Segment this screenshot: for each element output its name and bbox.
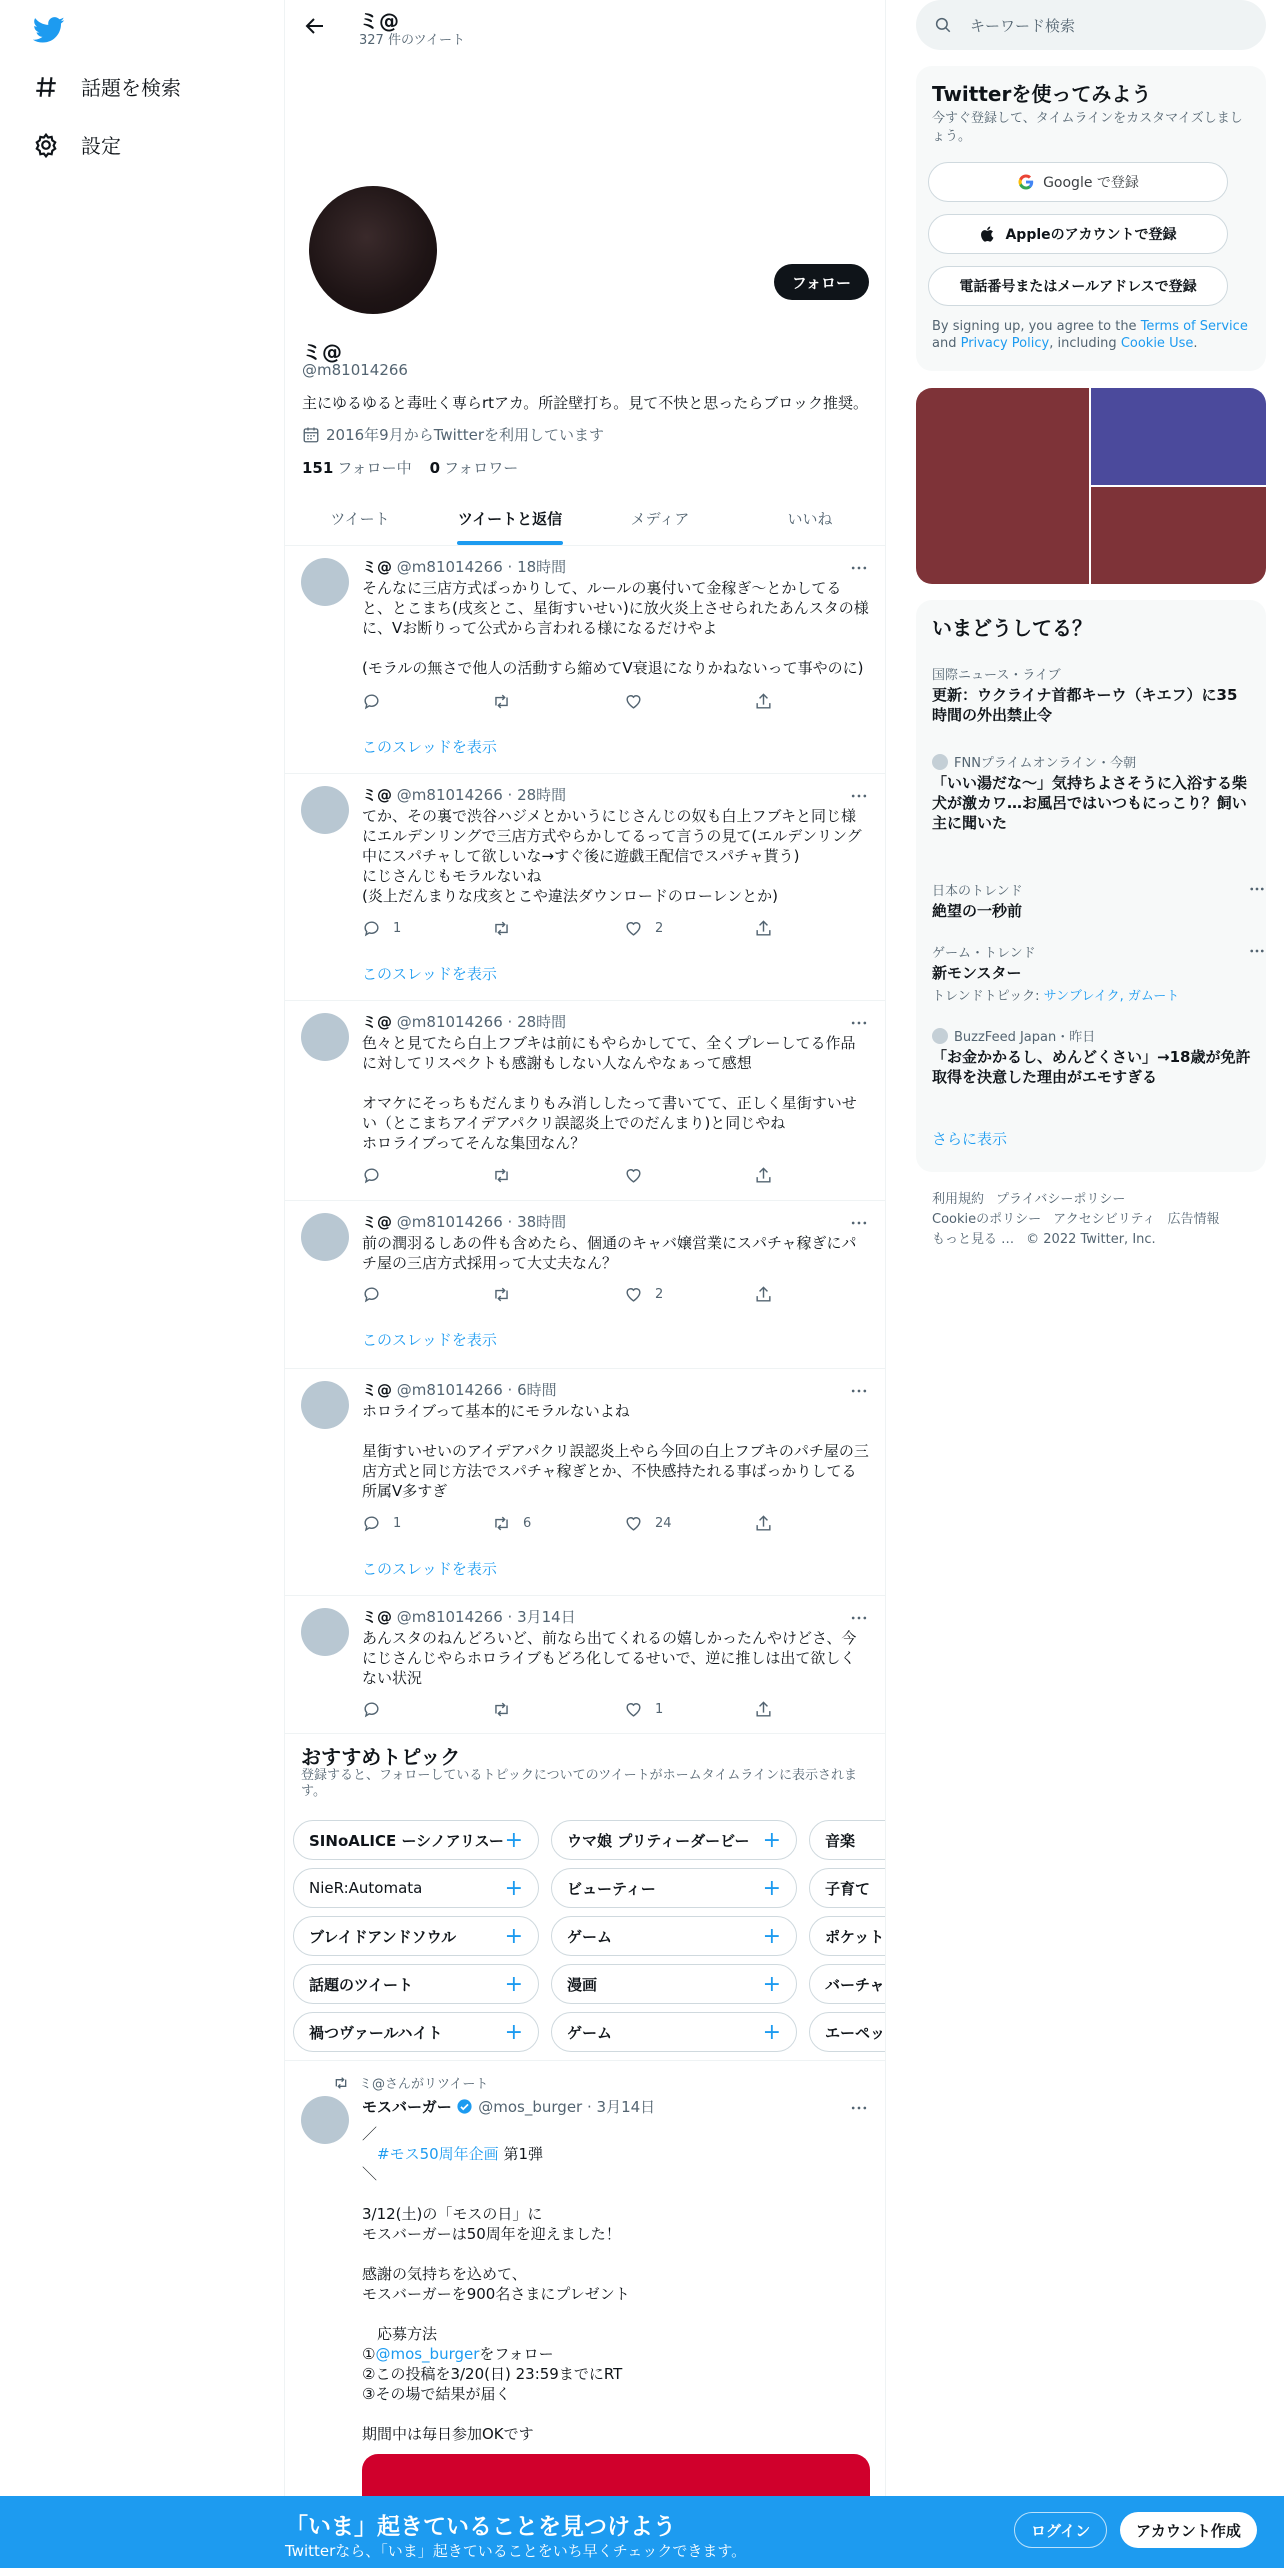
more-icon[interactable] [849, 1013, 869, 1033]
share-button[interactable] [754, 919, 773, 938]
topic-chip[interactable] [293, 1916, 539, 1956]
tweet-actions [362, 692, 802, 712]
trend-item[interactable] [932, 942, 1252, 1004]
apple-button-label: Appleのアカウントで登録 [1005, 227, 1177, 243]
signup-panel [916, 66, 1266, 371]
google-signup-button[interactable] [928, 162, 1228, 202]
topic-label: エーペッ [825, 2023, 886, 2042]
tab-tweets[interactable]: ツイート [330, 510, 390, 528]
tweet-text [362, 2124, 862, 2444]
topic-chip[interactable] [809, 1964, 886, 2004]
google-icon [1017, 173, 1035, 191]
follow-button[interactable]: フォロー [774, 264, 869, 300]
tweet-text: 色々と見てたら白上フブキは前にもやらかしてて、全くプレーしてる作品に対してリスペクトも感謝もしない人なんやなぁって感想 オマケにそっちもだんまりもみ消ししたって書いてて、正しく星街すいせい（とこまちアイデアパクリ誤認炎上でのだんまり)と同じやね ホロライブってそんな集団なん？ [362, 1034, 857, 1152]
share-button[interactable] [754, 692, 773, 711]
text-block: 3/12(土)の「モスの日」に モスバーガーは50周年を迎えました！ 感謝の気持ちを込めて、 モスバーガーを900名さまにプレゼント 応募方法 [362, 2205, 630, 2343]
topic-chip[interactable] [809, 1916, 886, 1956]
topic-label: NieR:Automata [309, 1879, 423, 1897]
retweet-count: 6 [523, 1516, 532, 1531]
share-icon [754, 1700, 773, 1719]
nav-explore-label: 話題を検索 [81, 76, 181, 100]
search-input[interactable] [916, 0, 1266, 50]
topic-chip[interactable] [293, 1868, 539, 1908]
share-icon [754, 692, 773, 711]
create-account-button[interactable]: アカウント作成 [1120, 2512, 1257, 2548]
trend-title: 「お金かかるし、めんどくさい」→18歳が免許取得を決意した理由がエモすぎる [932, 1048, 1251, 1086]
like-count: 2 [655, 921, 664, 936]
avatar[interactable] [301, 1213, 349, 1261]
like-button[interactable] [624, 919, 663, 938]
footer-link[interactable]: 利用規約 [932, 1192, 985, 1207]
trend-title: 新モンスター [932, 964, 1022, 982]
avatar[interactable] [301, 1381, 349, 1429]
tweet[interactable] [285, 546, 885, 774]
reply-icon [362, 1285, 381, 1304]
phone-button-label: 電話番号またはメールアドレスで登録 [959, 279, 1197, 295]
tweet-header: モスバーガー @mos_burger · 3月14日 [362, 2098, 656, 2116]
retweet-icon [492, 919, 511, 938]
retweet-label [333, 2073, 488, 2092]
text-line: ＼ [362, 2165, 378, 2183]
terms-text: , including [1049, 336, 1121, 351]
mention-link[interactable]: @mos_burger [375, 2345, 480, 2363]
text-line: ① [362, 2345, 376, 2363]
text-line: ／ [362, 2125, 378, 2143]
retweet-icon [492, 1285, 511, 1304]
avatar[interactable] [301, 786, 349, 834]
tweet-actions [362, 1514, 802, 1534]
tweet-header: ミ@ @m81014266 · 38時間 [362, 1213, 567, 1231]
tweet-header: ミ@ @m81014266 · 6時間 [362, 1381, 557, 1399]
terms-text: . [1193, 336, 1198, 351]
share-icon [754, 1166, 773, 1185]
tweet-time[interactable]: 18時間 [517, 558, 567, 576]
tab-tweets-replies[interactable]: ツイートと返信 [435, 492, 585, 545]
trend-meta-text: FNNプライムオンライン・今朝 [954, 756, 1137, 771]
hashtag-icon [33, 74, 59, 100]
profile-bio: 主にゆるゆると毒吐く専らrtアカ。所詮壁打ち。見て不快と思ったらブロック推奨。 [302, 394, 869, 412]
following-link[interactable] [302, 457, 412, 478]
tweet-header: ミ@ @m81014266 · 28時間 [362, 786, 567, 804]
retweet-button[interactable] [492, 1285, 523, 1304]
trend-meta: 日本のトレンド [932, 884, 1023, 899]
topic-chip[interactable] [809, 2012, 886, 2052]
nav-settings[interactable] [33, 130, 121, 159]
like-count: 1 [655, 1702, 664, 1717]
author-name: ミ@ [362, 786, 393, 804]
like-button[interactable] [624, 1514, 672, 1533]
tweet[interactable] [285, 1001, 885, 1201]
plus-icon: + [762, 1971, 781, 1997]
plus-icon: + [762, 1923, 781, 1949]
trend-title: 「いい湯だな～」気持ちよさそうに入浴する柴犬が激カワ…お風呂ではいつもにっこり？飼い主に聞いた [932, 774, 1248, 832]
joined-text: 2016年9月からTwitterを利用しています [326, 426, 604, 444]
tweet[interactable] [285, 774, 885, 1001]
reply-count: 1 [393, 1516, 402, 1531]
login-button[interactable]: ログイン [1014, 2512, 1107, 2548]
retweet-icon [333, 2075, 349, 2091]
trend-meta: ゲーム・トレンド [932, 946, 1036, 961]
author-name: ミ@ [362, 1608, 393, 1626]
retweet-icon [492, 1700, 511, 1719]
show-more-link[interactable]: さらに表示 [932, 1130, 1008, 1148]
plus-icon: + [762, 1827, 781, 1853]
reply-button[interactable] [362, 1514, 401, 1533]
more-icon[interactable] [849, 1608, 869, 1628]
topic-chip[interactable] [551, 1916, 797, 1956]
phone-email-signup-button[interactable] [928, 266, 1228, 306]
tweet[interactable] [285, 1201, 885, 1369]
gear-icon [33, 132, 59, 158]
tweet-time[interactable]: 3月14日 [596, 2098, 656, 2116]
twitter-logo-icon[interactable] [33, 14, 65, 46]
apple-signup-button[interactable] [928, 214, 1228, 254]
followers-count: 0 [429, 459, 441, 477]
privacy-policy-link[interactable]: Privacy Policy [960, 336, 1050, 351]
share-button[interactable] [754, 1285, 773, 1304]
retweet-button[interactable] [492, 692, 523, 711]
reply-button[interactable] [362, 1700, 393, 1719]
topic-chip[interactable] [551, 1820, 797, 1860]
tweet-time[interactable]: 38時間 [517, 1213, 567, 1231]
topic-label: 子育て [825, 1879, 871, 1898]
author-name: モスバーガー [362, 2098, 452, 2116]
retweet-button[interactable] [492, 919, 523, 938]
more-icon[interactable] [1248, 942, 1266, 960]
topic-label: 漫画 [567, 1975, 598, 1994]
trend-sub-prefix: トレンドトピック: [932, 989, 1044, 1004]
trend-sub-links[interactable]: サンブレイク, ガムート [1043, 989, 1180, 1004]
retweet-button[interactable] [492, 1700, 523, 1719]
author-handle: @m81014266 [396, 1013, 503, 1031]
calendar-icon [302, 426, 320, 444]
bottom-bar-subtitle: Twitterなら、「いま」起きていることをいち早くチェックできます。 [285, 2542, 747, 2560]
nav-explore[interactable] [33, 72, 181, 101]
profile-avatar[interactable] [305, 182, 441, 318]
heart-icon [624, 919, 643, 938]
topic-chip[interactable] [809, 1820, 886, 1860]
tweet-text: ホロライブって基本的にモラルないよね 星街すいせいのアイデアパクリ誤認炎上やら今回の白上フブキのパチ屋の三店方式と同じ方法でスパチャ稼ぎとか、不快感持たれる事ばっかりしてる所属V多すぎ [362, 1402, 869, 1500]
trend-meta: 国際ニュース・ライブ [932, 668, 1061, 683]
tweet-time[interactable]: 28時間 [517, 1013, 567, 1031]
avatar[interactable] [301, 2096, 349, 2144]
profile-name: ミ@ [302, 340, 342, 364]
author-name: ミ@ [362, 1381, 393, 1399]
heart-icon [624, 1285, 643, 1304]
tweet-actions [362, 1700, 802, 1720]
apple-icon [979, 225, 997, 243]
topic-label: ブレイドアンドソウル [309, 1927, 457, 1946]
media-thumbnail[interactable] [916, 388, 1089, 584]
show-thread-link[interactable]: このスレッドを表示 [362, 965, 497, 983]
show-thread-link[interactable]: このスレッドを表示 [362, 1331, 497, 1349]
trend-meta [932, 752, 1252, 771]
footer-link[interactable]: もっと見る … [932, 1232, 1015, 1247]
reply-button[interactable] [362, 919, 401, 938]
tweet-header: ミ@ @m81014266 · 18時間 [362, 558, 567, 576]
hashtag-link[interactable]: #モス50周年企画 [377, 2145, 499, 2163]
share-button[interactable] [754, 1514, 773, 1533]
topic-chip[interactable] [809, 1868, 886, 1908]
topic-label: 禍つヴァールハイト [309, 2023, 443, 2042]
login-prompt-bar [0, 2496, 1284, 2568]
trends-title: いまどうしてる？ [932, 616, 1092, 640]
reply-icon [362, 1514, 381, 1533]
show-thread-link[interactable]: このスレッドを表示 [362, 738, 497, 756]
author-handle: @m81014266 [396, 558, 503, 576]
signup-title: Twitterを使ってみよう [932, 82, 1152, 106]
tweet-header: ミ@ @m81014266 · 3月14日 [362, 1608, 576, 1626]
tweet[interactable] [285, 1369, 885, 1596]
topic-label: バーチャ [825, 1975, 885, 1994]
profile-handle: @m81014266 [302, 361, 408, 379]
author-handle: @m81014266 [396, 1213, 503, 1231]
author-name: ミ@ [362, 1213, 393, 1231]
show-thread-link[interactable]: このスレッドを表示 [362, 1560, 497, 1578]
main-column [284, 0, 886, 2568]
trend-item[interactable] [932, 1026, 1252, 1087]
topic-chip[interactable] [551, 1868, 797, 1908]
topic-label: 音楽 [825, 1831, 856, 1850]
trend-subtitle [932, 985, 1252, 1004]
google-button-label: Google で登録 [1043, 175, 1139, 191]
heart-icon [624, 1166, 643, 1185]
back-arrow-icon[interactable] [303, 14, 327, 38]
trends-panel [916, 600, 1266, 1172]
profile-media-grid[interactable] [916, 388, 1266, 584]
topic-label: SINoALICE ーシノアリスー [309, 1831, 504, 1850]
more-icon[interactable] [849, 1213, 869, 1233]
topic-label: 話題のツイート [309, 1975, 413, 1994]
like-button[interactable] [624, 692, 655, 711]
more-icon[interactable] [849, 1381, 869, 1401]
topic-label: ビューティー [567, 1879, 656, 1898]
more-icon[interactable] [849, 786, 869, 806]
trend-item[interactable] [932, 880, 1252, 921]
following-count: 151 [302, 459, 334, 477]
topic-chip[interactable] [293, 1964, 539, 2004]
publisher-avatar [932, 754, 948, 770]
topic-label: ゲーム [567, 1927, 613, 1946]
cookie-use-link[interactable]: Cookie Use [1120, 336, 1194, 351]
terms-text: By signing up, you agree to the [932, 319, 1141, 334]
trend-item[interactable] [932, 664, 1252, 725]
retweet-icon [492, 1514, 511, 1533]
retweet-label-text: ミ@さんがリツイート [359, 2077, 489, 2092]
author-name: ミ@ [362, 1013, 393, 1031]
profile-tabs [285, 492, 885, 546]
author-handle: @mos_burger [478, 2098, 583, 2116]
reply-icon [362, 1166, 381, 1185]
followers-label: フォロワー [444, 459, 519, 477]
signup-terms [932, 318, 1257, 352]
topics-title: おすすめトピック [301, 1745, 461, 1769]
text-line: 第1弾 [498, 2145, 543, 2163]
heart-icon [624, 1700, 643, 1719]
tweet-text: 前の潤羽るしあの件も含めたら、個通のキャバ嬢営業にスパチャ稼ぎにパチ屋の三店方式採用って大丈夫なん？ [362, 1234, 857, 1272]
search-icon [934, 16, 952, 34]
tweet-text: あんスタのねんどろいど、前なら出てくれるの嬉しかったんやけどさ、今にじさんじやらホロライブもどろ化してるせいで、逆に推しは出て欲しくない状況 [362, 1629, 857, 1687]
text-block: ②この投稿を3/20(日) 23:59までにRT ③その場で結果が届く 期間中は毎日参加OKです [362, 2365, 623, 2443]
tweet-count: 327 件のツイート [359, 33, 466, 48]
like-count: 2 [655, 1287, 664, 1302]
header-name: ミ@ [359, 9, 399, 33]
trend-item[interactable] [932, 752, 1252, 833]
author-name: ミ@ [362, 558, 393, 576]
topic-label: ポケット [825, 1927, 885, 1946]
plus-icon: + [504, 1923, 523, 1949]
topic-chip[interactable] [551, 1964, 797, 2004]
reply-button[interactable] [362, 692, 393, 711]
plus-icon: + [504, 2019, 523, 2045]
reply-icon [362, 692, 381, 711]
reply-icon [362, 1700, 381, 1719]
signup-subtitle: 今すぐ登録して、タイムラインをカスタマイズしましょう。 [932, 111, 1243, 144]
nav-settings-label: 設定 [81, 134, 121, 158]
topic-chip[interactable] [293, 2012, 539, 2052]
footer-link[interactable]: 広告情報 [1167, 1212, 1220, 1227]
tweet-actions [362, 1166, 802, 1186]
profile-stats [302, 457, 518, 478]
plus-icon: + [504, 1875, 523, 1901]
plus-icon: + [504, 1971, 523, 1997]
text-line: をフォロー [479, 2345, 554, 2363]
topic-label: ゲーム [567, 2023, 613, 2042]
avatar[interactable] [301, 558, 349, 606]
like-count: 24 [655, 1516, 672, 1531]
reply-icon [362, 919, 381, 938]
copyright: © 2022 Twitter, Inc. [1026, 1232, 1156, 1247]
profile-header-bar [285, 0, 885, 54]
trend-meta-text: BuzzFeed Japan・昨日 [954, 1030, 1096, 1045]
tweet-header: ミ@ @m81014266 · 28時間 [362, 1013, 567, 1031]
author-handle: @m81014266 [396, 1381, 503, 1399]
right-sidebar [886, 0, 1284, 2568]
search-placeholder: キーワード検索 [970, 16, 1076, 35]
tweet-actions [362, 919, 802, 939]
plus-icon: + [762, 1875, 781, 1901]
footer-link[interactable]: アクセシビリティ [1053, 1212, 1156, 1227]
more-icon[interactable] [849, 2098, 869, 2118]
heart-icon [624, 1514, 643, 1533]
plus-icon: + [762, 2019, 781, 2045]
footer-link[interactable]: プライバシーポリシー [996, 1192, 1126, 1207]
tab-likes[interactable]: いいね [787, 510, 833, 528]
share-button[interactable] [754, 1700, 773, 1719]
topic-chip[interactable] [293, 1820, 539, 1860]
reply-button[interactable] [362, 1285, 393, 1304]
share-icon [754, 919, 773, 938]
tweet[interactable] [285, 1596, 885, 1734]
following-label: フォロー中 [337, 459, 412, 477]
topics-subtitle: 登録すると、フォローしているトピックについてのツイートがホームタイムラインに表示されます。 [301, 1768, 858, 1799]
profile-joined [302, 424, 604, 445]
tab-media[interactable]: メディア [630, 510, 690, 528]
share-button[interactable] [754, 1166, 773, 1185]
like-button[interactable] [624, 1166, 655, 1185]
tweet-time[interactable]: 28時間 [517, 786, 567, 804]
like-button[interactable] [624, 1285, 663, 1304]
more-icon[interactable] [849, 558, 869, 578]
footer-link[interactable]: Cookieのポリシー [932, 1212, 1042, 1227]
retweet-button[interactable] [492, 1166, 523, 1185]
plus-icon: + [504, 1827, 523, 1853]
terms-of-service-link[interactable]: Terms of Service [1140, 319, 1248, 334]
retweet-icon [492, 1166, 511, 1185]
followers-link[interactable] [430, 457, 519, 478]
publisher-avatar [932, 1028, 948, 1044]
author-handle: @m81014266 [396, 786, 503, 804]
left-nav [0, 0, 284, 2568]
tweet-actions [362, 1285, 802, 1305]
retweet-button[interactable] [492, 1514, 531, 1533]
trend-meta [932, 1026, 1252, 1045]
tweet-text: てか、その裏で渋谷ハジメとかいうにじさんじの奴も白上フブキと同じ様にエルデンリングで三店方式やらかしてるって言うの見て(エルデンリング中にスパチャして欲しいな→すぐ後に遊戯王配信でスパチャ貰う) にじさんじもモラルないね (炎上だんまりな戌亥とこや違法ダウンロードのローレンとか) [362, 807, 862, 905]
tweet-text: そんなに三店方式ばっかりして、ルールの裏付いて金稼ぎ〜とかしてると、とこまち(戌亥とこ、星街すいせい)に放火炎上させられたあんスタの様に、Vお断りって公式から言われる様になるだけやよ (モラルの無さで他人の活動すら縮めてV衰退になりかねないって事やのに) [362, 579, 869, 677]
more-icon[interactable] [1248, 880, 1266, 898]
media-thumbnail[interactable] [1091, 487, 1266, 584]
like-button[interactable] [624, 1700, 663, 1719]
reply-count: 1 [393, 921, 402, 936]
footer-links [932, 1190, 1262, 1250]
share-icon [754, 1285, 773, 1304]
bottom-bar-title: 「いま」起きていることを見つけよう [285, 2514, 676, 2540]
trend-title: 更新：ウクライナ首都キーウ（キエフ）に35時間の外出禁止令 [932, 686, 1238, 724]
heart-icon [624, 692, 643, 711]
topic-chip[interactable] [551, 2012, 797, 2052]
retweet-icon [492, 692, 511, 711]
reply-button[interactable] [362, 1166, 393, 1185]
author-handle: @m81014266 [396, 1608, 503, 1626]
avatar[interactable] [301, 1013, 349, 1061]
tweet-time[interactable]: 3月14日 [517, 1608, 576, 1626]
terms-text: and [932, 336, 961, 351]
tweet-time[interactable]: 6時間 [517, 1381, 557, 1399]
topic-label: ウマ娘 プリティーダービー [567, 1831, 750, 1850]
trend-title: 絶望の一秒前 [932, 902, 1023, 920]
avatar[interactable] [301, 1608, 349, 1656]
divider [285, 2060, 885, 2061]
verified-icon [456, 2098, 473, 2115]
share-icon [754, 1514, 773, 1533]
media-thumbnail[interactable] [1091, 388, 1266, 485]
